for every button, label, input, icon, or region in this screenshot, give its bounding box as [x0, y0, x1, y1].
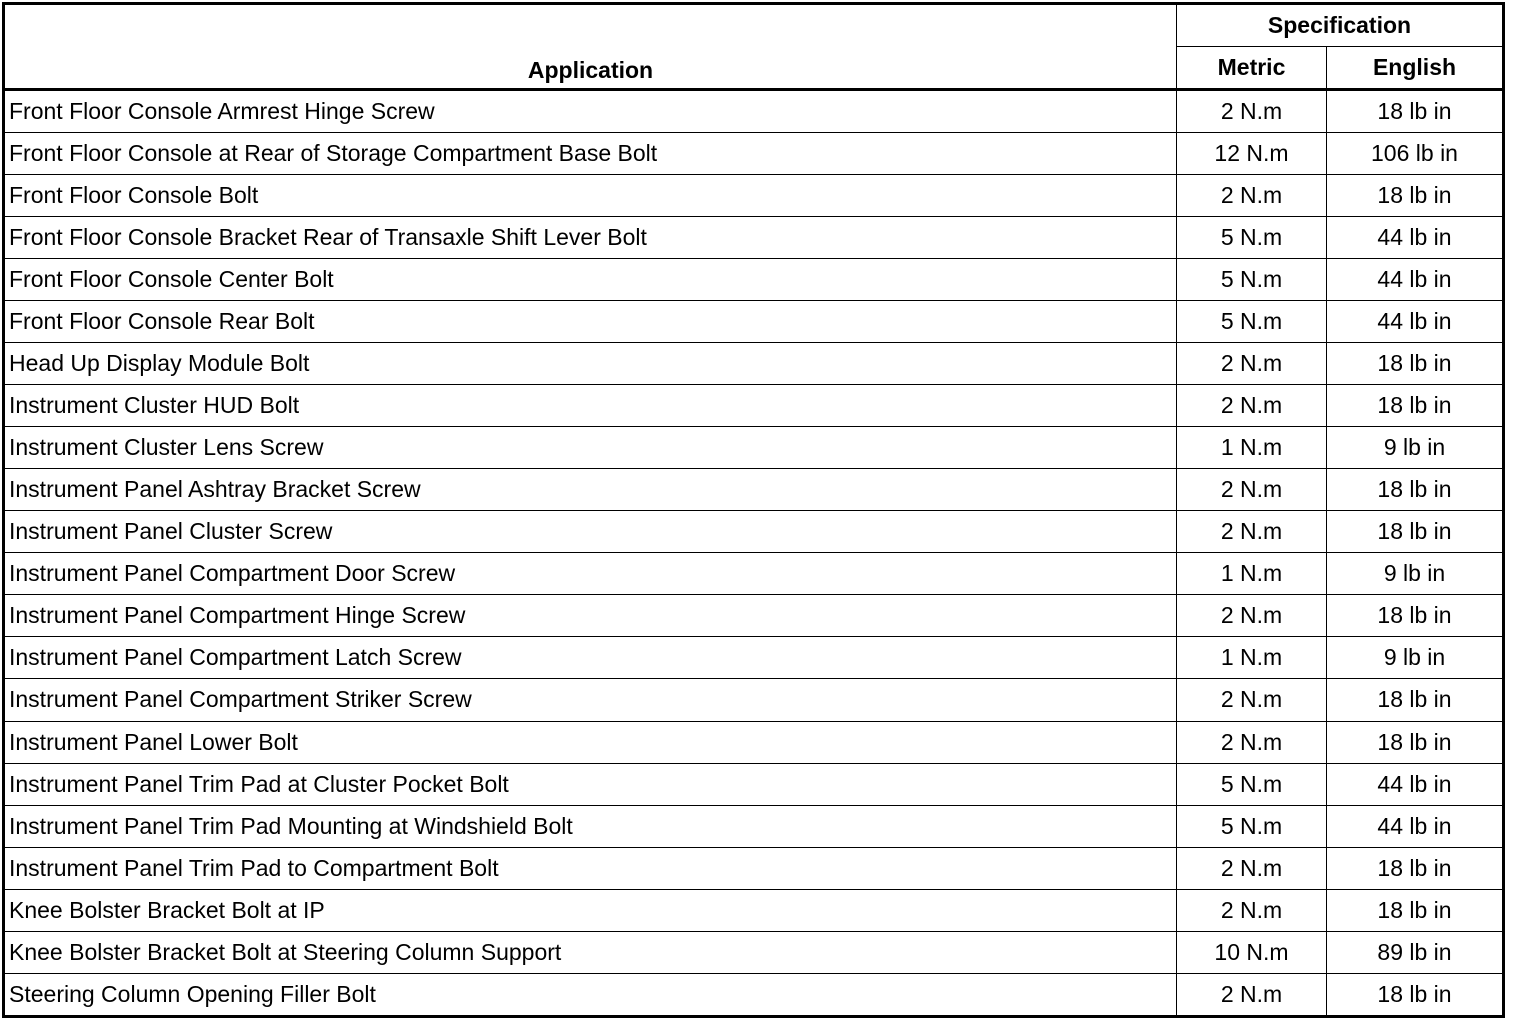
- english-cell: 18 lb in: [1327, 847, 1504, 889]
- metric-cell: 1 N.m: [1177, 553, 1327, 595]
- metric-cell: 2 N.m: [1177, 847, 1327, 889]
- table-row: [4, 511, 1504, 553]
- table-row: [4, 469, 1504, 511]
- application-cell: Instrument Panel Compartment Door Screw: [4, 553, 1177, 595]
- table-row: [4, 889, 1504, 931]
- header-row: [4, 4, 1504, 47]
- metric-cell: 2 N.m: [1177, 595, 1327, 637]
- english-cell: 18 lb in: [1327, 973, 1504, 1016]
- table-row: [4, 217, 1504, 259]
- application-cell: Instrument Panel Cluster Screw: [4, 511, 1177, 553]
- application-cell: Instrument Panel Trim Pad to Compartment Bolt: [4, 847, 1177, 889]
- metric-cell: 5 N.m: [1177, 259, 1327, 301]
- english-cell: 44 lb in: [1327, 763, 1504, 805]
- table-row: [4, 595, 1504, 637]
- metric-cell: 2 N.m: [1177, 90, 1327, 133]
- metric-cell: 1 N.m: [1177, 427, 1327, 469]
- metric-cell: 2 N.m: [1177, 721, 1327, 763]
- table-row: [4, 259, 1504, 301]
- metric-cell: 2 N.m: [1177, 343, 1327, 385]
- metric-cell: 2 N.m: [1177, 469, 1327, 511]
- application-cell: Front Floor Console at Rear of Storage Compartment Base Bolt: [4, 133, 1177, 175]
- english-cell: 44 lb in: [1327, 805, 1504, 847]
- application-cell: Instrument Panel Compartment Striker Screw: [4, 679, 1177, 721]
- metric-cell: 1 N.m: [1177, 637, 1327, 679]
- application-cell: Front Floor Console Armrest Hinge Screw: [4, 90, 1177, 133]
- application-cell: Instrument Panel Compartment Latch Screw: [4, 637, 1177, 679]
- application-cell: Instrument Cluster Lens Screw: [4, 427, 1177, 469]
- application-cell: Knee Bolster Bracket Bolt at IP: [4, 889, 1177, 931]
- specification-header: Specification: [1177, 4, 1504, 47]
- english-cell: 9 lb in: [1327, 637, 1504, 679]
- english-cell: 18 lb in: [1327, 889, 1504, 931]
- fastener-spec-table: [2, 2, 1505, 1018]
- table-body: [4, 90, 1504, 1017]
- table-row: [4, 553, 1504, 595]
- metric-cell: 5 N.m: [1177, 217, 1327, 259]
- application-cell: Knee Bolster Bracket Bolt at Steering Column Support: [4, 931, 1177, 973]
- table-row: [4, 973, 1504, 1016]
- english-cell: 18 lb in: [1327, 595, 1504, 637]
- metric-cell: 12 N.m: [1177, 133, 1327, 175]
- metric-cell: 2 N.m: [1177, 679, 1327, 721]
- metric-cell: 2 N.m: [1177, 889, 1327, 931]
- english-cell: 44 lb in: [1327, 301, 1504, 343]
- english-cell: 89 lb in: [1327, 931, 1504, 973]
- table-row: [4, 90, 1504, 133]
- application-cell: Steering Column Opening Filler Bolt: [4, 973, 1177, 1016]
- application-cell: Instrument Panel Lower Bolt: [4, 721, 1177, 763]
- table-row: [4, 931, 1504, 973]
- table-row: [4, 301, 1504, 343]
- table-row: [4, 847, 1504, 889]
- english-cell: 18 lb in: [1327, 469, 1504, 511]
- application-cell: Instrument Panel Trim Pad at Cluster Pocket Bolt: [4, 763, 1177, 805]
- table-row: [4, 637, 1504, 679]
- english-cell: 106 lb in: [1327, 133, 1504, 175]
- english-cell: 44 lb in: [1327, 259, 1504, 301]
- table-row: [4, 679, 1504, 721]
- application-cell: Instrument Panel Ashtray Bracket Screw: [4, 469, 1177, 511]
- english-cell: 18 lb in: [1327, 343, 1504, 385]
- metric-header: Metric: [1177, 47, 1327, 90]
- application-cell: Front Floor Console Bolt: [4, 175, 1177, 217]
- english-header: English: [1327, 47, 1504, 90]
- metric-cell: 2 N.m: [1177, 511, 1327, 553]
- application-cell: Front Floor Console Rear Bolt: [4, 301, 1177, 343]
- application-cell: Front Floor Console Center Bolt: [4, 259, 1177, 301]
- english-cell: 18 lb in: [1327, 679, 1504, 721]
- metric-cell: 10 N.m: [1177, 931, 1327, 973]
- application-cell: Front Floor Console Bracket Rear of Transaxle Shift Lever Bolt: [4, 217, 1177, 259]
- english-cell: 18 lb in: [1327, 385, 1504, 427]
- table-row: [4, 385, 1504, 427]
- application-cell: Instrument Panel Trim Pad Mounting at Windshield Bolt: [4, 805, 1177, 847]
- table-row: [4, 175, 1504, 217]
- application-cell: Instrument Panel Compartment Hinge Screw: [4, 595, 1177, 637]
- metric-cell: 2 N.m: [1177, 175, 1327, 217]
- metric-cell: 5 N.m: [1177, 301, 1327, 343]
- metric-cell: 5 N.m: [1177, 805, 1327, 847]
- english-cell: 18 lb in: [1327, 90, 1504, 133]
- table-row: [4, 805, 1504, 847]
- english-cell: 9 lb in: [1327, 427, 1504, 469]
- table-row: [4, 133, 1504, 175]
- application-cell: Instrument Cluster HUD Bolt: [4, 385, 1177, 427]
- table-row: [4, 763, 1504, 805]
- english-cell: 44 lb in: [1327, 217, 1504, 259]
- metric-cell: 2 N.m: [1177, 385, 1327, 427]
- application-header: Application: [4, 4, 1177, 90]
- english-cell: 18 lb in: [1327, 721, 1504, 763]
- metric-cell: 5 N.m: [1177, 763, 1327, 805]
- english-cell: 9 lb in: [1327, 553, 1504, 595]
- english-cell: 18 lb in: [1327, 511, 1504, 553]
- application-cell: Head Up Display Module Bolt: [4, 343, 1177, 385]
- metric-cell: 2 N.m: [1177, 973, 1327, 1016]
- table-row: [4, 427, 1504, 469]
- table-row: [4, 721, 1504, 763]
- english-cell: 18 lb in: [1327, 175, 1504, 217]
- table-row: [4, 343, 1504, 385]
